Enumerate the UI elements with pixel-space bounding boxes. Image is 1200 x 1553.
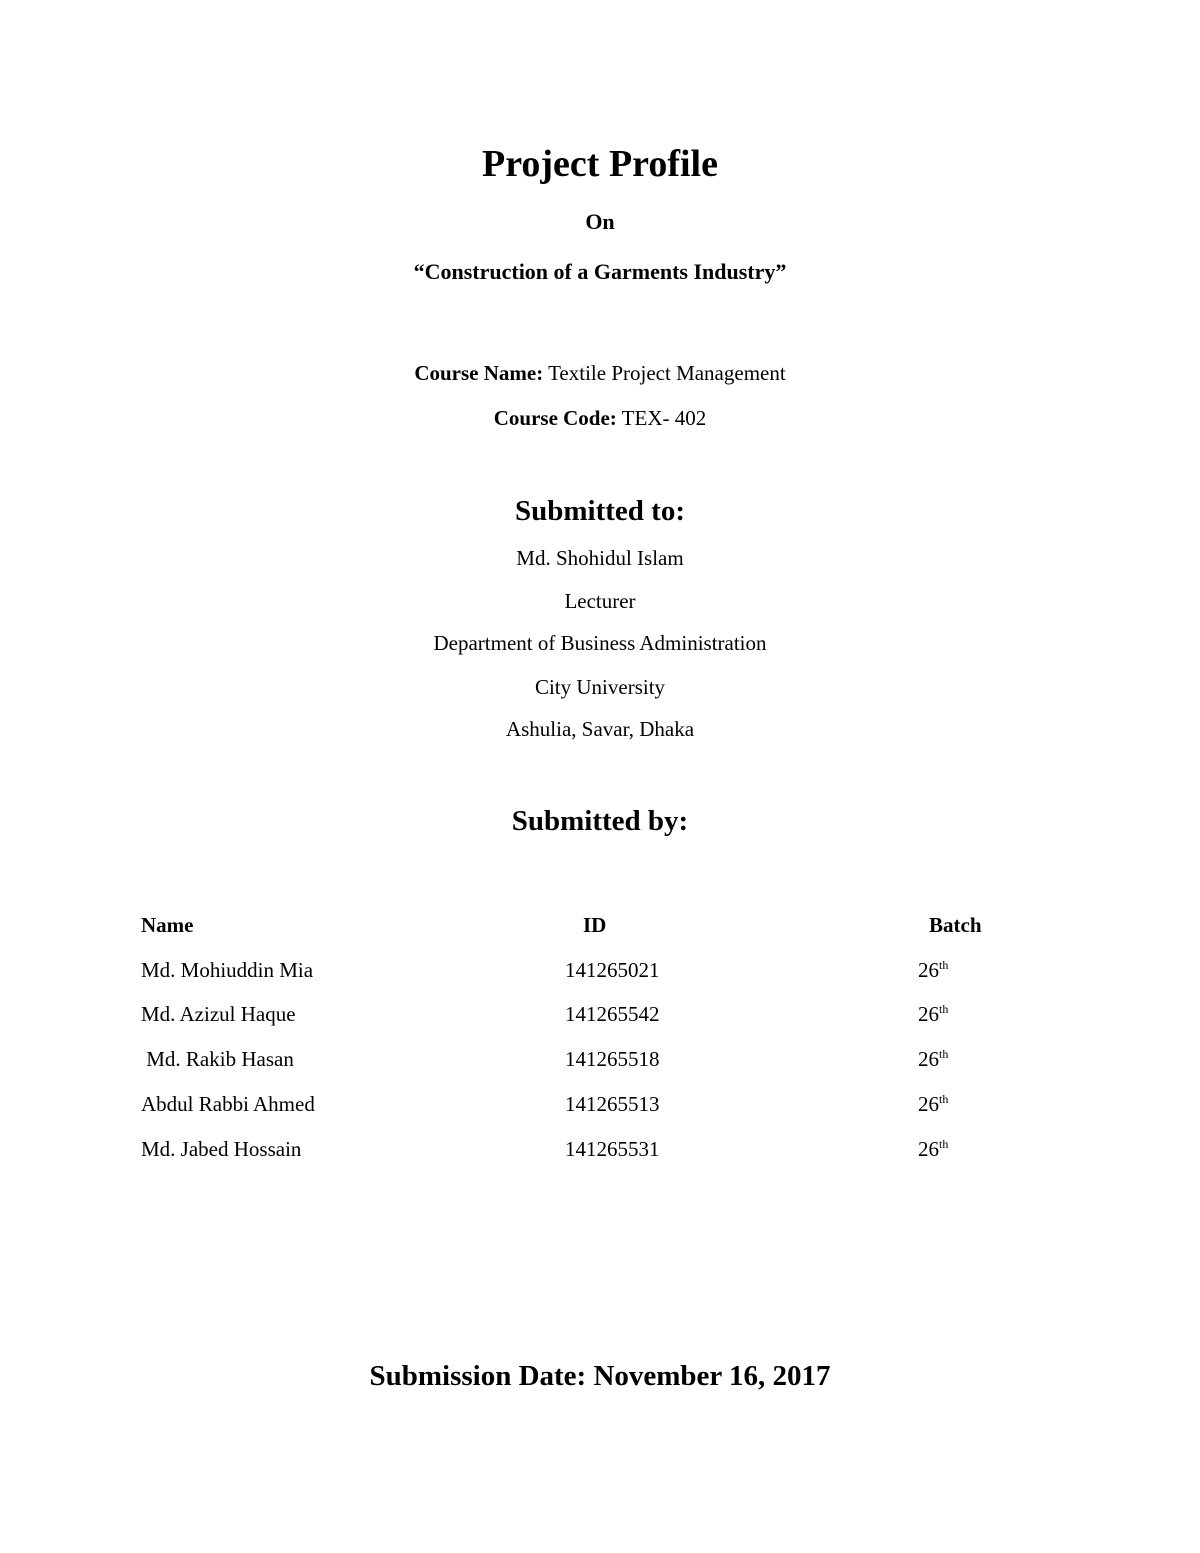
supervisor-title: Lecturer: [564, 589, 636, 613]
member-batch: 26th: [918, 1092, 949, 1116]
member-name: Md. Mohiuddin Mia: [141, 958, 314, 982]
member-id: 141265531: [565, 1137, 660, 1161]
course-name-value: Textile Project Management: [543, 361, 786, 385]
member-id: 141265542: [565, 1002, 660, 1026]
supervisor-university: City University: [534, 675, 666, 699]
project-topic: “Construction of a Garments Industry”: [413, 259, 787, 284]
member-id: 141265518: [565, 1047, 660, 1071]
member-id: 141265513: [565, 1092, 660, 1116]
supervisor-name: Md. Shohidul Islam: [516, 546, 684, 570]
column-header-name: Name: [141, 913, 194, 937]
member-batch: 26th: [918, 1002, 949, 1026]
supervisor-department: Department of Business Administration: [433, 631, 767, 655]
member-batch: 26th: [918, 1047, 949, 1071]
supervisor-address: Ashulia, Savar, Dhaka: [505, 717, 695, 741]
submitted-to-heading: Submitted to:: [515, 495, 685, 527]
course-name-line: [0, 360, 1200, 386]
member-name: Md. Rakib Hasan: [141, 1047, 294, 1071]
course-code-value: TEX- 402: [616, 406, 707, 430]
course-code-label: Course Code:: [493, 406, 617, 430]
member-name: Md. Azizul Haque: [141, 1002, 296, 1026]
page-title: Project Profile: [482, 143, 718, 185]
member-batch: 26th: [918, 958, 949, 982]
member-name: Abdul Rabbi Ahmed: [141, 1092, 315, 1116]
submitted-by-heading: Submitted by:: [511, 805, 689, 837]
course-name-label: Course Name:: [414, 361, 544, 385]
member-batch: 26th: [918, 1137, 949, 1161]
member-id: 141265021: [565, 958, 660, 982]
submission-date: Submission Date: November 16, 2017: [369, 1360, 831, 1392]
member-name: Md. Jabed Hossain: [141, 1137, 302, 1161]
on-label: On: [585, 209, 615, 234]
column-header-id: ID: [583, 913, 607, 937]
column-header-batch: Batch: [929, 913, 982, 937]
course-code-line: [0, 405, 1200, 431]
